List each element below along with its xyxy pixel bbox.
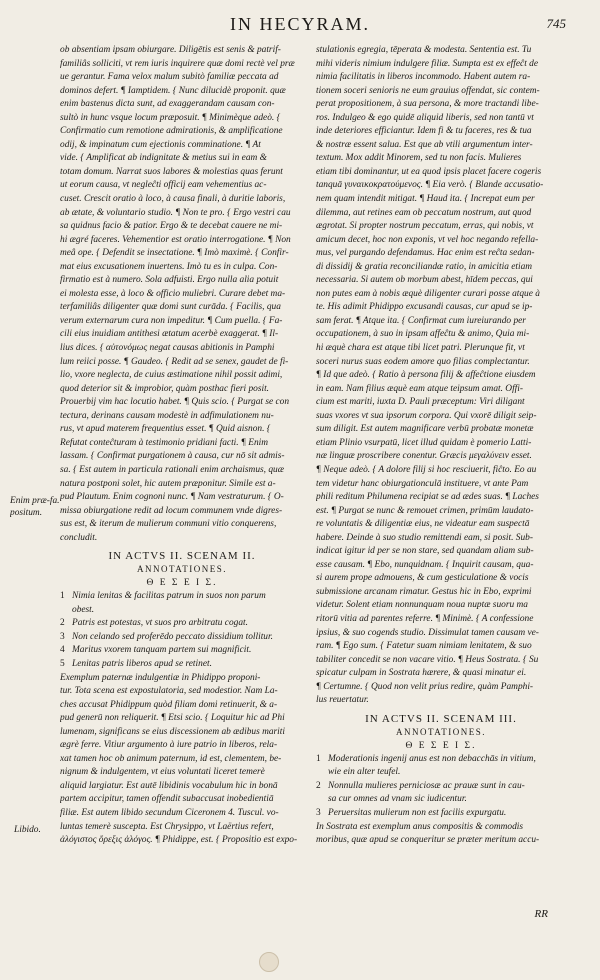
text-line: mihi videris nimium indulgere filiæ. Sumpta est ex effeĉt de [316, 58, 539, 69]
thesis-item [316, 753, 566, 767]
text-line: pud generū non reliquerit. ¶ Etsi scio. { Loquitur hic ad Phi [60, 713, 285, 724]
text-line: ob absentiam ipsam obiurgare. Diligētis est senis & patrif- [60, 45, 281, 55]
text-line: tectura, derinans causam modestè in adfimulationem nu- [60, 410, 274, 421]
text-line: ¶ Certumne. { Quod non velit prius redire, quàm Pamphi- [316, 681, 534, 692]
text-line: lumenam, significans se eius discessionem ab ædibus mariti [60, 726, 285, 737]
text-line: si aurem prope admouens, & cum gesticulatione & vocis [316, 573, 529, 584]
thesis-item [60, 617, 304, 631]
text-line: filiæ. Est autem libido secundum Ciceronem 4. Tuscul. vo- [60, 807, 279, 818]
page-number: 745 [546, 16, 566, 31]
text-line: moribus, quæ apud se conqueritur se præter meritum accu- [316, 835, 540, 846]
text-line: partem accipitur, tamen offendit subaccusat inobedientiā [60, 794, 274, 805]
thesis-item [60, 631, 304, 645]
text-line: tabiliter concedit se non vacare vitio. ¶ Heus Sostrata. { Su [316, 654, 539, 665]
text-line: sam ferat. ¶ Atque ita. { Confirmat cum iureiurando per [316, 315, 526, 326]
text-line: nem quam intendit mitigat. ¶ Haud ita. { Increpat eum per [316, 194, 535, 205]
thesis-number: 1 [60, 591, 65, 602]
text-line: familiâs solliciti, vt rem iuris inquirere quæ domi rectè vel præ [60, 58, 295, 69]
thesis-item [60, 590, 304, 604]
text-line: mat eius excusationem inuertens. Imò tu es in culpa. Con- [60, 261, 278, 272]
library-stamp [259, 952, 279, 972]
text-line: sa quidnus facio & patior. Ergo & te decebat cauere ne mi- [60, 221, 283, 232]
text-line: perat propositionem, à sua persona, & more tractandi libe- [316, 99, 539, 110]
text-line: næ linguæ proscribere conentur. Græcis μεγαλύνειν esset. [316, 451, 532, 462]
text-line: missa obiurgatione redit ad locum communem vnde digres- [60, 505, 283, 516]
text-line: lum reiici posse. ¶ Gaudeo. { Redit ad se senex, gaudet de fi- [60, 356, 289, 367]
scene-heading: IN ACTVS II. SCENAM III. [365, 712, 517, 725]
text-line: est. ¶ Purgat se nunc & remouet crimen, primūm laudato- [316, 505, 534, 516]
text-line: luntas temerè suscepta. Est Chrysippo, vt Laërtius refert, [60, 821, 274, 832]
thesis-number: 2 [316, 780, 321, 791]
text-line: rus, vt apud materem frequentius esset. ¶ Quid aisnon. { [60, 424, 271, 435]
running-header [0, 14, 600, 38]
text-line: meâ ope. { Defendit se insectatione. ¶ Imò maximè. { Confir- [60, 248, 289, 259]
text-line: lius dices. { αὐτονόμως negat causas abitionis in Pamphi [60, 343, 275, 354]
text-line: ægrè ferre. Vitiur argumento à iure patrio in liberos, rela- [60, 740, 278, 751]
margin-note-line: Enim præ-fa. [10, 496, 60, 506]
text-line: soceri nurus suas eodem amore quo filias complectantur. [316, 356, 530, 367]
thesis-item [316, 793, 566, 807]
text-line: esse causam. ¶ Ebo, nunquidnam. { Inquirit causam, qua- [316, 559, 534, 570]
text-line: ipsius, & suo cogends studio. Dissimulat tamen causam ve- [316, 627, 539, 638]
thesis-text: Nonnulla mulieres perniciosæ ac prauæ sunt in cau- [328, 780, 525, 791]
text-line: lio, vxore neglecta, de cuius æstimatione nihil possit adimi, [60, 370, 283, 381]
text-line: etiam Plinio vsurpatū, licet illud quidam è pomerio Latti- [316, 437, 532, 448]
text-line: Confirmatio cum remotione admirationis, & amplificatione [60, 126, 283, 137]
text-line: occupationem, à suo in ipsam affeĉtu & animo, Quia mi- [316, 329, 530, 340]
margin-note-libido: Libido. [14, 825, 41, 835]
text-line: ἀλόγιστος ὄρεξις ἀλόγος. ¶ Phidippe, est. { Propositio est expo- [60, 835, 298, 846]
theses-heading: Θ Ε Σ Ε Ι Σ. [405, 740, 477, 751]
text-line: firmatio est à numero. Sola adfuisti. Ergo nulla alia potuit [60, 275, 279, 286]
text-line: Prouerbij vim hac locutio habet. ¶ Quis scio. { Purgat se con [60, 397, 290, 408]
text-line: lassam. { Confirmat purgationem à causa, cur nō sit admis- [60, 451, 285, 462]
thesis-number: 4 [60, 645, 65, 656]
thesis-text: Non celando sed proferēdo peccato dissidium tollitur. [72, 631, 273, 642]
text-line: Refutat conteĉturam à testimonio pridiani facti. ¶ Enim [60, 437, 269, 448]
text-line: concludit. [60, 532, 98, 543]
text-line: ritorū vitia ad parentes referre. ¶ Minimè. { A confessione [316, 613, 534, 624]
text-line: nimia facilitatis in liberos incommodo. Habent autem ra- [316, 72, 531, 83]
text-line: odij, & impinatum cum ejectionis comminatione. ¶ At [60, 139, 261, 150]
text-line: textum. Mox addit Minorem, sed tu non facis. Mulieres [316, 153, 522, 164]
text-line: ram. ¶ Ego sum. { Fatetur suam nimiam lenitatem, & suo [316, 641, 532, 652]
text-line: stulationis egregia, tēperata & modesta. Sententia est. Tu [316, 45, 532, 55]
text-line: videtur. Solent etiam nonnunquam noua nuptæ suoru ma [316, 600, 528, 611]
text-line: in eam. Nam filius æquè eam atque teipsum amat. Offi- [316, 383, 524, 394]
text-line: suas vxores vt sua ipsorum corpora. Qui vxorē diligit seip- [316, 410, 537, 421]
text-line: necessaria. Si autem ob morbum abest, hīdem peccas, qui [316, 275, 533, 286]
text-line: ei molesta esse, à loco & officio muliebri. Curare debet ma- [60, 288, 286, 299]
text-line: nignum & indulgentem, vt eius voluntati liceret temerè [60, 767, 265, 778]
thesis-text: Patris est potestas, vt suos pro arbitratu cogat. [72, 618, 248, 629]
thesis-text: sa cur omnes ad vnam sic iudicentur. [328, 794, 467, 805]
scene-heading: IN ACTVS II. SCENAM II. [108, 550, 256, 563]
text-line: ches accusat Phidippum quòd filiam domi retinuerit, & a- [60, 699, 278, 710]
text-line: aliquid largiatur. Est autē libidinis vocabulum hic in bonā [60, 780, 278, 791]
thesis-number: 1 [316, 753, 321, 764]
thesis-item [316, 780, 566, 794]
theses-heading: Θ Ε Σ Ε Ι Σ. [146, 578, 218, 589]
text-line: sum diligit. Est autem magnificare verbū probatæ monetæ [316, 424, 534, 435]
text-line: submissione arcanam rimatur. Gestus hic in Ebo, exprimi [316, 586, 532, 597]
text-line: ¶ Id que adeò. { Ratio à persona filij & affeĉtione eiusdem [316, 370, 536, 381]
thesis-text: Peruersitas mulierum non est facilis expurgatu. [328, 807, 507, 818]
text-line: In Sostrata est exemplum anus compositis & commodis [316, 821, 524, 832]
thesis-item [60, 644, 304, 658]
text-line: ue gerantur. Fama velox malum subitò familiæ peccata ad [60, 72, 279, 83]
text-line: terfamiliâs diligenter quæ domi sunt curāda. { Facilis, qua [60, 302, 281, 313]
text-line: etiam tibi dominantur, ut ea quod ipsis placet facere cogeris [316, 166, 542, 177]
text-line: hi ægré faceres. Vehementior est oratio interrogatione. ¶ Non [60, 234, 291, 245]
text-line: cuset. Crescit oratio à loco, à causa finali, à duritie laboris, [60, 194, 286, 205]
text-line: enim bastenus dicta sunt, ad exaggerandam causam con- [60, 99, 275, 110]
thesis-number: 5 [60, 658, 65, 669]
text-line: ut eorum causa, vt negleĉti officij eam vehementius ac- [60, 180, 267, 191]
thesis-number: 2 [60, 618, 65, 629]
margin-note-enim [10, 495, 59, 519]
text-line: sus est, & iterum de mulierum communi vitio conquerens, [60, 519, 277, 530]
text-line: tanquā γυναικοκρατούμενος. ¶ Eia verò. { Blande accusatio- [316, 180, 544, 191]
thesis-text: Moderationis ingenij anus est non debacchās in vitium, [328, 753, 536, 764]
text-line: habere. Deinde à suo studio remittendi eam, si posit. Sub- [316, 532, 533, 543]
annotations-heading: ANNOTATIONES. [136, 564, 228, 575]
thesis-item [60, 604, 304, 618]
thesis-number: 3 [60, 631, 65, 642]
thesis-item [316, 807, 566, 821]
text-line: sultò in hunc vsque locum præposuit. ¶ Minimèque adeò. { [60, 112, 281, 123]
text-line: ægrotat. Si propter nostrum peccatum, erras, qui nobis, vt [316, 221, 534, 232]
text-line: sa. { Est autem in particula rationali enim archaismus, quæ [60, 464, 284, 475]
text-line: quod deterior sit & improbior, quàm posthac fieri posit. [60, 383, 270, 394]
text-line: totam domum. Narrat suos labores & molestias quas ferunt [60, 166, 283, 177]
text-line: vide. { Amplificat ab indignitate & metius sui in eam & [60, 153, 267, 164]
thesis-number: 3 [316, 807, 321, 818]
text-line: tem videtur hanc obiurgationculā instituere, vt ante Pam [316, 478, 529, 489]
text-line: hi æquè chara est atque tibi licet patri. Plerunque fit, vt [316, 343, 525, 354]
text-line: ab ætate, & voluntario studio. ¶ Non te pro. { Ergo vestri cau [60, 207, 291, 218]
signature-mark: RR [534, 908, 548, 920]
text-line: mus, vel purgando defendamus. Hac enim est reĉta sedan- [316, 248, 535, 259]
text-line: pud Plautum. Enim cognoni nunc. ¶ Nam vestraturum. { O- [60, 492, 284, 503]
thesis-item [60, 658, 304, 672]
thesis-item [316, 766, 566, 780]
left-column [60, 44, 304, 848]
text-line: inde deteriores efficiantur. Idem fi & tu faceres, res & tua [316, 126, 532, 137]
text-line: dominos defert. ¶ Iamptidem. { Nunc dilucidè proponit. quæ [60, 85, 286, 96]
running-title: IN HECYRAM. [229, 14, 370, 34]
text-line: te. His adimit Phidippo excusandi causas, cur apud se ip- [316, 302, 533, 313]
text-line: non putes eam à nobis æquè diligenter curari posse atque à [316, 288, 540, 299]
text-line: Exemplum paternæ indulgentiæ in Phidippo proponi- [60, 672, 261, 683]
thesis-text: Nimia lenitas & facilitas patrum in suos non parum [72, 591, 266, 602]
thesis-text: obest. [72, 604, 95, 615]
text-line: re voluntatis & diligentiæ eius, ne videatur eam suspectā [316, 519, 530, 530]
thesis-text: Maritus vxorem tanquam partem sui magnificit. [72, 645, 252, 656]
text-line: cium est mariti, iuxta D. Pauli præceptum: Viri diligant [316, 397, 525, 408]
text-line: natura postponi solet, hic autem præponitur. Simile est a- [60, 478, 276, 489]
thesis-text: wie ein alter teufel. [328, 767, 401, 778]
right-column [316, 44, 566, 848]
text-line: tionem soceri senioris ne eum grauius offendat, sic contem- [316, 85, 540, 96]
text-line: indicat igitur id per se non stare, sed quandam aliam sub- [316, 546, 534, 557]
text-line: ¶ Neque adeò. { A dolore filij si hoc resciuerit, fiĉto. Eo au [316, 464, 537, 475]
text-line: xat tamen hoc ob animum paternum, id est, clementem, be- [60, 753, 282, 764]
text-line: di dissidij & gratia reconciliandæ ratio, in amicitia etiam [316, 261, 533, 272]
text-line: verum externarum cura non impeditur. ¶ Cum puella. { Fa- [60, 315, 283, 326]
text-line: lus reuertatur. [316, 695, 369, 706]
text-line: phili reditum Philumena recipiat se ad ædes suas. ¶ Laches [316, 492, 539, 503]
text-line: & nostræ essent salua. Est que ab vtili argumentum inter- [316, 139, 533, 150]
text-line: tur. Tota scena est expostulatoria, sed modestior. Nam La- [60, 686, 278, 697]
margin-note-line: positum. [10, 508, 43, 518]
thesis-text: Lenitas patris liberos apud se retinet. [72, 658, 212, 669]
annotations-heading: ANNOTATIONES. [395, 726, 487, 737]
text-line: spicatur culpam in Sostrata hærere, & quasi minatur ei. [316, 668, 527, 679]
text-line: cili eius inuidiam antithesi ætatum acerbè exaggerat. ¶ Il- [60, 329, 279, 340]
text-line: amicum decet, hoc non exponis, vt vel hoc negando refella- [316, 234, 539, 245]
text-line: dilemma, aut retines eam ob peccatum nostrum, aut quod [316, 207, 532, 218]
text-line: ros. Indulgeo & ego quidē aliquid liberis, sed non tantū vt [316, 112, 534, 123]
